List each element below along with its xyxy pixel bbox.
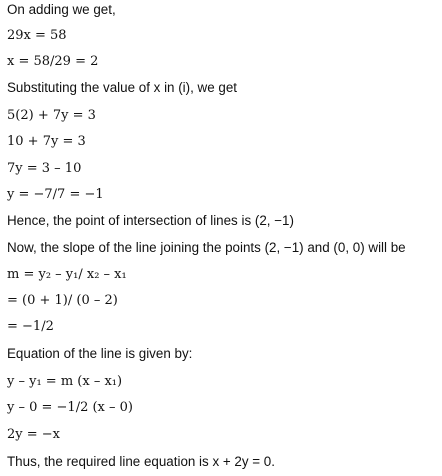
- equation-point-slope-values: y – 0 = −1/2 (x – 0): [7, 400, 133, 415]
- equation-point-slope-form: y – y₁ = m (x – x₁): [7, 374, 123, 389]
- equation-slope-formula: m = y₂ – y₁/ x₂ – x₁: [7, 267, 127, 282]
- equation-10-plus-7y: 10 + 7y = 3: [7, 134, 86, 149]
- text-line-required-equation: Thus, the required line equation is x + 2y = 0.: [7, 454, 275, 469]
- equation-x-value: x = 58/29 = 2: [7, 54, 99, 69]
- text-line-point-of-intersection: Hence, the point of intersection of lines is (2, −1): [7, 213, 294, 228]
- text-line-equation-given-by: Equation of the line is given by:: [7, 346, 193, 361]
- text-line-on-adding: On adding we get,: [7, 2, 116, 17]
- equation-y-value: y = −7/7 = −1: [7, 187, 104, 202]
- equation-29x: 29x = 58: [7, 28, 67, 43]
- equation-slope-substitution: = (0 + 1)/ (0 – 2): [7, 293, 118, 308]
- equation-7y: 7y = 3 – 10: [7, 161, 82, 176]
- equation-2y: 2y = −x: [7, 427, 60, 442]
- equation-substitution: 5(2) + 7y = 3: [7, 108, 96, 123]
- equation-slope-value: = −1/2: [7, 319, 54, 334]
- text-line-slope-intro: Now, the slope of the line joining the points (2, −1) and (0, 0) will be: [7, 240, 406, 255]
- text-line-substituting: Substituting the value of x in (i), we get: [7, 80, 237, 95]
